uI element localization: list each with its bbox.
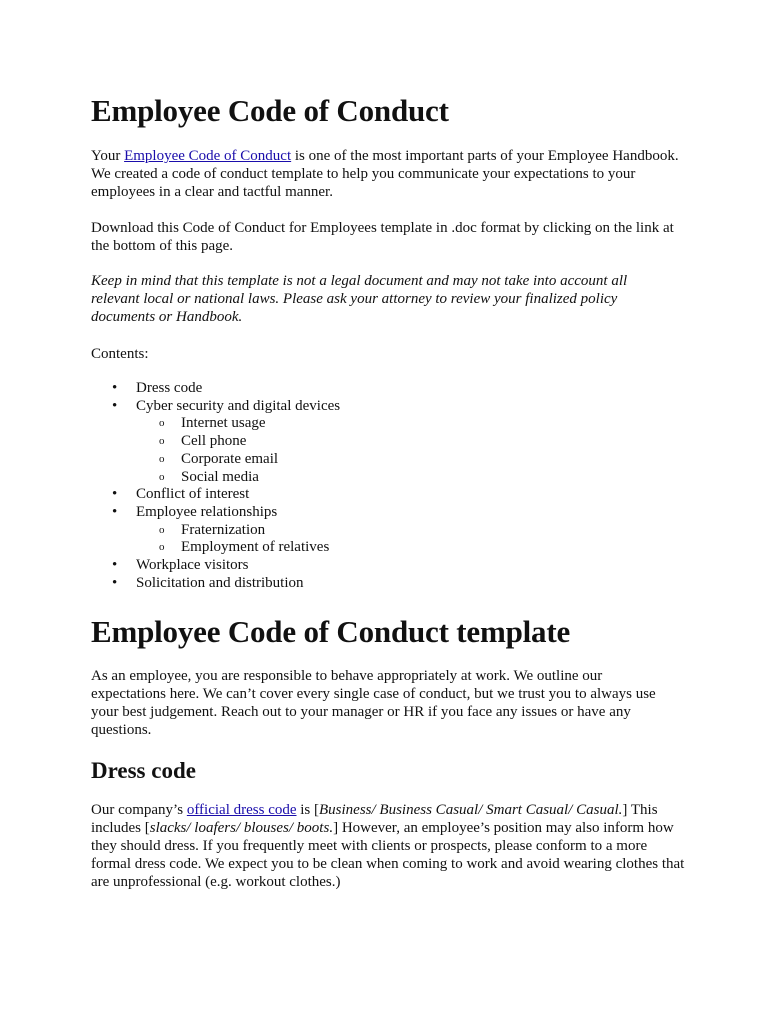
contents-item	[91, 522, 651, 540]
contents-item-label: Cyber security and digital devices	[136, 397, 341, 414]
bullet-icon: •	[112, 380, 118, 396]
page-title: Employee Code of Conduct	[91, 93, 449, 128]
template-intro-paragraph: As an employee, you are responsible to behave appropriately at work. We outline our expectations here. We can’t cover every single case of conduct, but we trust you to always use your best judgement. Reach out to your manager or HR if you face any issues or have any questions.	[91, 668, 656, 738]
contents-item-label: Solicitation and distribution	[136, 574, 304, 591]
contents-label: Contents:	[91, 346, 149, 362]
intro-paragraph: Your Employee Code of Conduct is one of the most important parts of your Employee Handbook. We created a code of conduct template to help you communicate your expectations to your employees in a clear and tactful manner.	[91, 148, 679, 200]
circle-bullet-icon: o	[159, 523, 165, 536]
bullet-icon: •	[112, 557, 118, 574]
download-paragraph: Download this Code of Conduct for Employees template in .doc format by clicking on the link at the bottom of this page.	[91, 220, 674, 254]
contents-item	[91, 433, 651, 451]
contents-item	[91, 557, 651, 575]
bullet-icon: •	[112, 397, 118, 414]
template-title: Employee Code of Conduct template	[91, 614, 571, 649]
contents-list	[91, 380, 651, 592]
contents-item-label: Social media	[181, 468, 259, 485]
contents-item-label: Employment of relatives	[181, 539, 330, 556]
contents-item	[91, 539, 651, 557]
dress-code-heading: Dress code	[91, 758, 196, 783]
contents-item-label: Conflict of interest	[136, 486, 250, 503]
bullet-icon: •	[112, 574, 118, 591]
contents-item-label: Corporate email	[181, 450, 279, 467]
bullet-icon: •	[112, 503, 118, 520]
contents-item	[91, 469, 651, 487]
contents-item-label: Cell phone	[181, 433, 247, 450]
official-dress-code-link[interactable]: official dress code	[186, 802, 297, 818]
bullet-icon: •	[112, 486, 118, 503]
contents-item-label: Workplace visitors	[136, 557, 249, 574]
contents-item	[91, 486, 651, 504]
contents-item	[91, 380, 651, 398]
contents-item-label: Fraternization	[181, 521, 266, 538]
circle-bullet-icon: o	[159, 452, 165, 465]
contents-item	[91, 575, 651, 593]
contents-item-label: Dress code	[136, 380, 203, 396]
circle-bullet-icon: o	[159, 541, 165, 554]
code-of-conduct-link[interactable]: Employee Code of Conduct	[124, 148, 292, 164]
circle-bullet-icon: o	[159, 417, 165, 430]
contents-item	[91, 504, 651, 522]
contents-item-label: Employee relationships	[136, 503, 278, 520]
circle-bullet-icon: o	[159, 435, 165, 448]
dress-code-paragraph: Our company’s official dress code is [Business/ Business Casual/ Smart Casual/ Casual.] This includes [slacks/ loafers/ blouses/ boots.] However, an employee’s position may also inform how they should dress. If you frequently meet with clients or prospects, please conform to a more formal dress code. We expect you to be clean when coming to work and avoid wearing clothes that are unprofessional (e.g. workout clothes.)	[91, 802, 685, 890]
disclaimer-paragraph: Keep in mind that this template is not a legal document and may not take into account all relevant local or national laws. Please ask your attorney to review your finalized policy documents or Handbook.	[91, 273, 628, 325]
circle-bullet-icon: o	[159, 470, 165, 483]
contents-item-label: Internet usage	[181, 415, 266, 432]
contents-item	[91, 398, 651, 416]
contents-item	[91, 415, 651, 433]
contents-item	[91, 451, 651, 469]
